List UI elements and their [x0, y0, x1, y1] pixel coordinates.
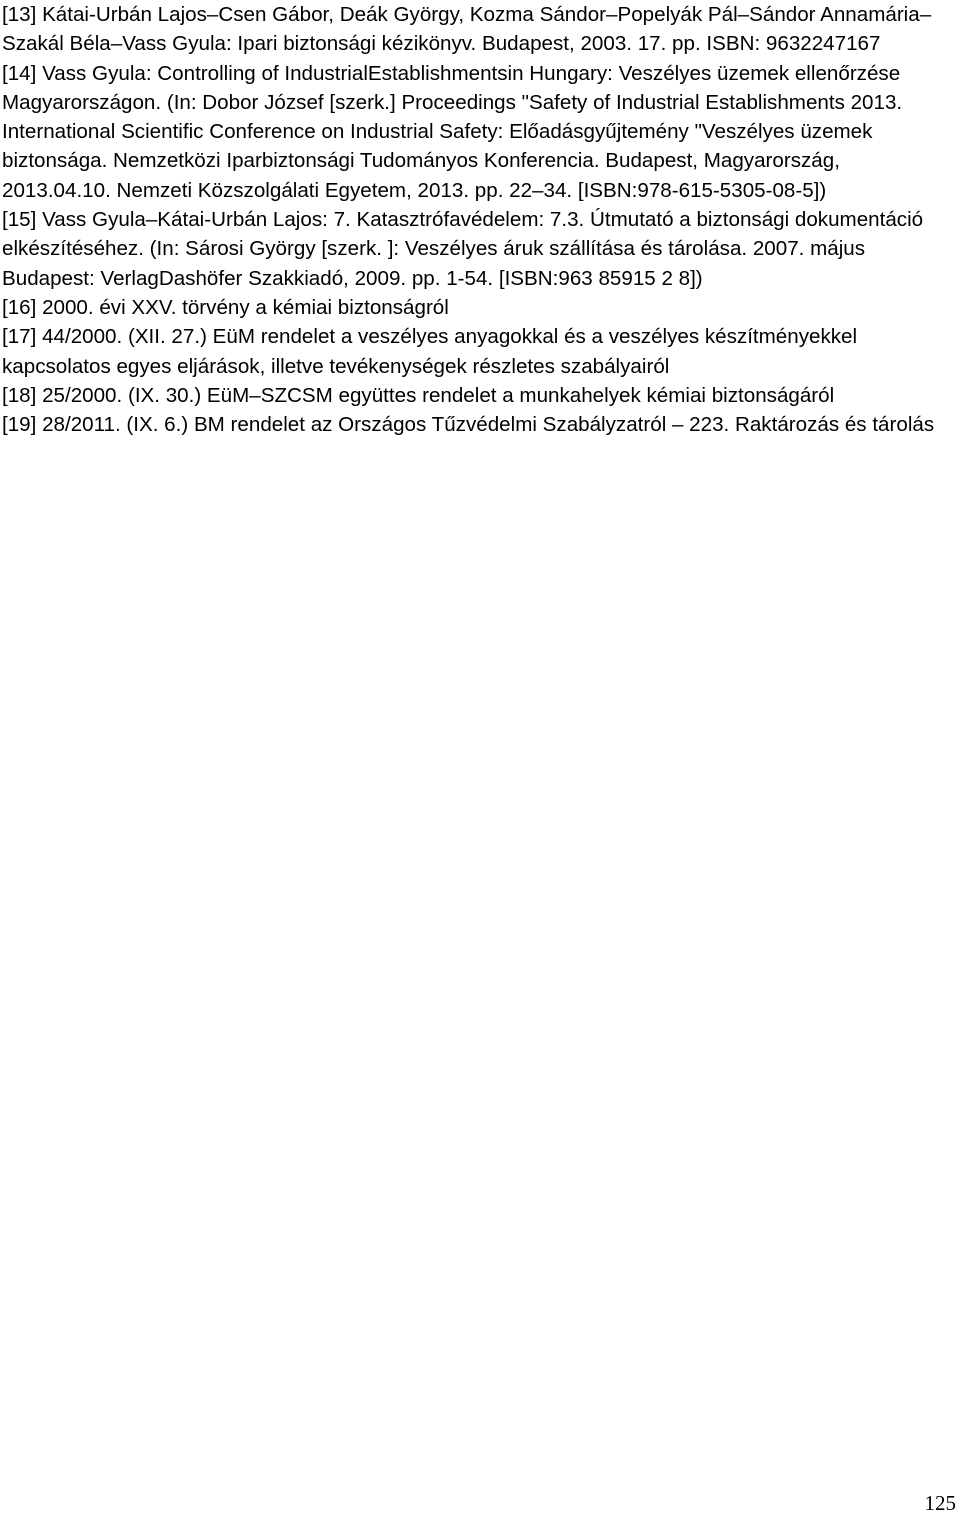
- page-number: 125: [924, 1491, 956, 1515]
- reference-18: [18] 25/2000. (IX. 30.) EüM–SZCSM együttes rendelet a munkahelyek kémiai biztonságáról: [2, 383, 835, 407]
- reference-13: [13] Kátai-Urbán Lajos–Csen Gábor, Deák György, Kozma Sándor–Popelyák Pál–Sándor Annamária–Szakál Béla–Vass Gyula: Ipari biztonsági kézikönyv. Budapest, 2003. 17. pp. ISBN: 9632247167: [2, 3, 932, 56]
- reference-15: [15] Vass Gyula–Kátai-Urbán Lajos: 7. Katasztrófavédelem: 7.3. Útmutató a biztonsági dokumentáció elkészítéséhez. (In: Sárosi György [szerk. ]: Veszélyes áruk szállítása és tárolása. 2007. május Budapest: VerlagDashöfer Szakkiadó, 2009. pp. 1-54. [ISBN:963 85915 2 8]): [2, 208, 924, 290]
- reference-16: [16] 2000. évi XXV. törvény a kémiai biztonságról: [2, 295, 449, 319]
- reference-14: [14] Vass Gyula: Controlling of IndustrialEstablishmentsin Hungary: Veszélyes üzemek ellenőrzése Magyarországon. (In: Dobor József [szerk.] Proceedings "Safety of Industrial Establishments 2013. International Scientific Conference on Industrial Safety: Előadásgyűjtemény "Veszélyes üzemek biztonsága. Nemzetközi Iparbiztonsági Tudományos Konferencia. Budapest, Magyarország, 2013.04.10. Nemzeti Közszolgálati Egyetem, 2013. pp. 22–34. [ISBN:978-615-5305-08-5]): [2, 61, 903, 202]
- reference-17: [17] 44/2000. (XII. 27.) EüM rendelet a veszélyes anyagokkal és a veszélyes készítményekkel kapcsolatos egyes eljárások, illetve tevékenységek részletes szabályairól: [2, 325, 858, 378]
- reference-list: [2, 0, 952, 439]
- reference-19: [19] 28/2011. (IX. 6.) BM rendelet az Országos Tűzvédelmi Szabályzatról – 223. Raktározás és tárolás: [2, 413, 935, 437]
